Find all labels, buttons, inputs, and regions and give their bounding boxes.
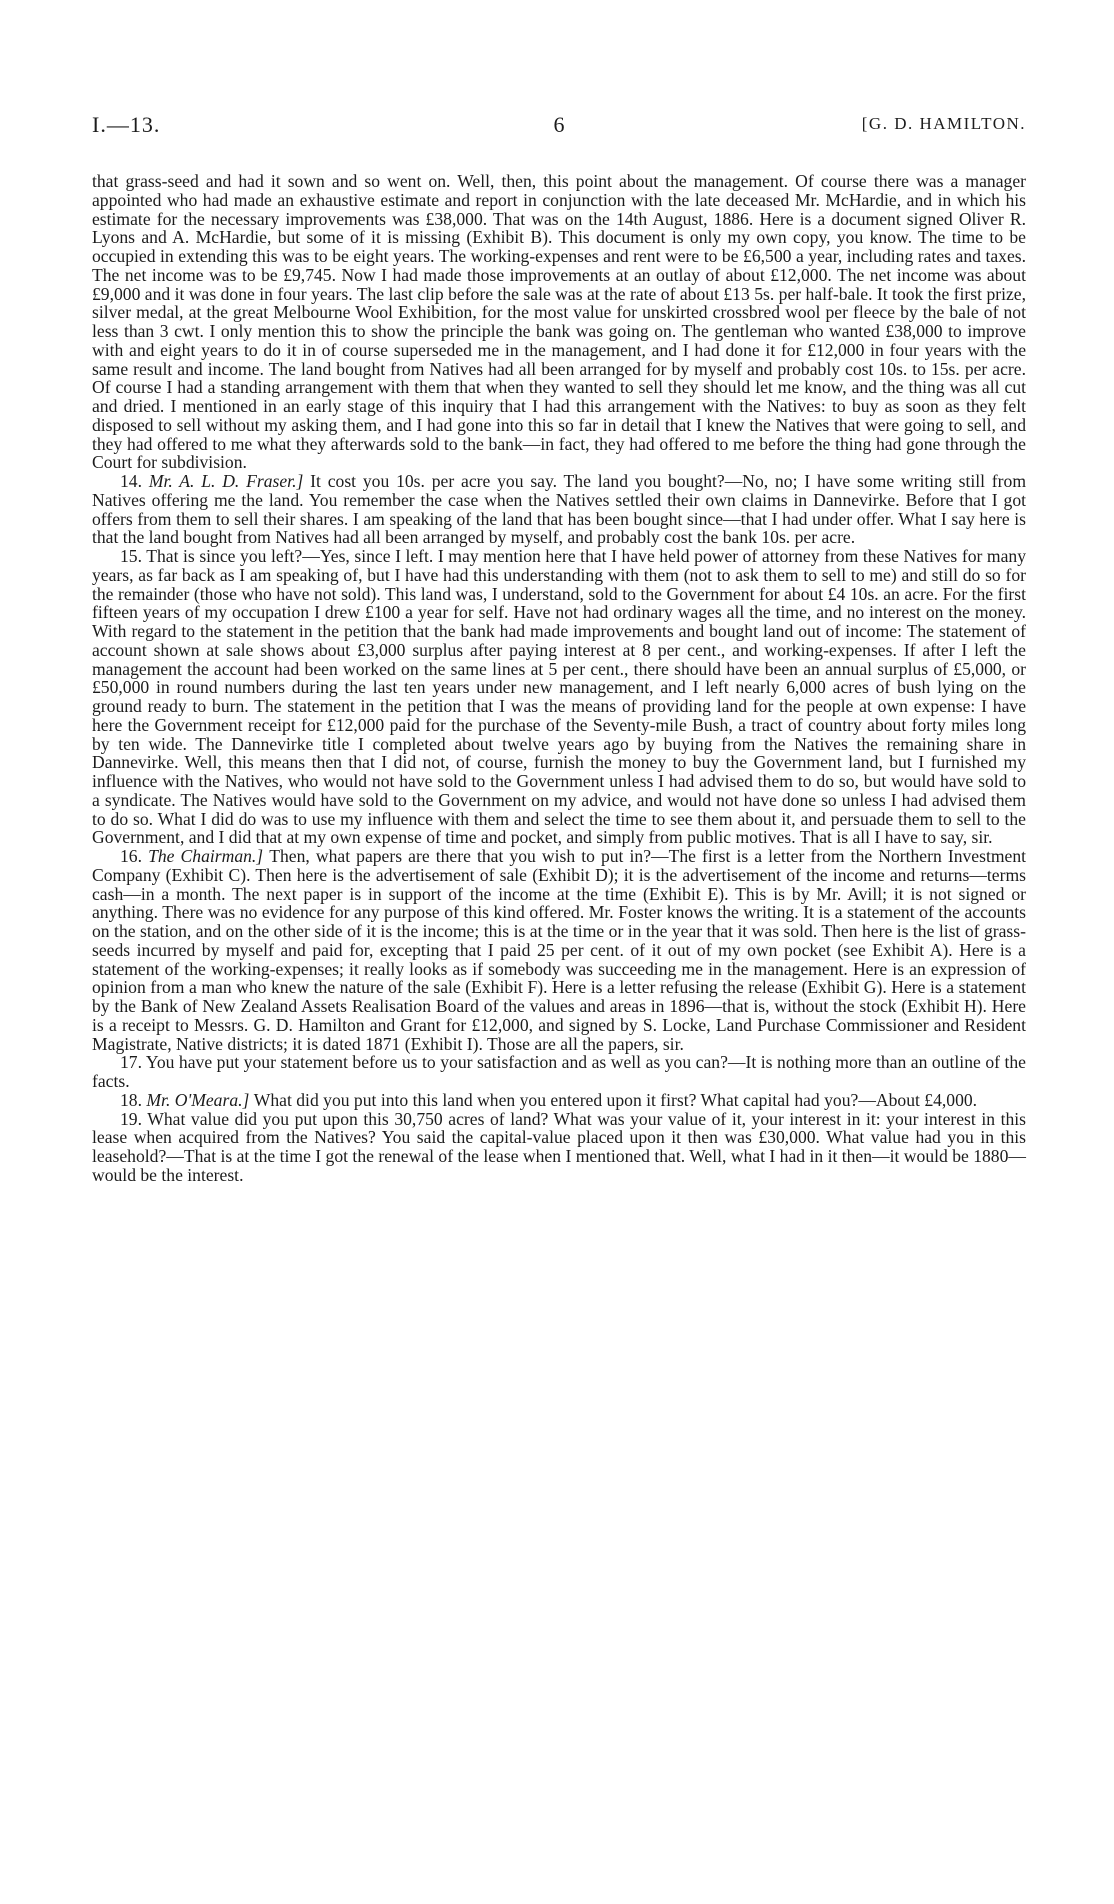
page-number: 6 xyxy=(553,112,565,137)
paragraph-question-17 xyxy=(92,1053,1026,1091)
question-number: 16. xyxy=(120,846,149,866)
paragraph-question-19 xyxy=(92,1110,1026,1185)
document-body xyxy=(92,172,1026,1185)
paragraph-question-18 xyxy=(92,1091,1026,1110)
paragraph-text: that grass-seed and had it sown and so went on. Well, then, this point about the management. Of course there was a manager appointed who had made an exhaustive estimate and report in conjunction with the late deceased Mr. McHardie, and in which his estimate for the necessary improvements was £38,000. That was on the 14th August, 1886. Here is a document signed Oliver R. Lyons and A. McHardie, but some of it is missing (Exhibit B). This document is only my own copy, you know. The time to be occupied in extending this was to be eight years. The working-expenses and rent were to be £6,500 a year, including rates and taxes. The net income was to be £9,745. Now I had made those improvements at an outlay of about £12,000. The net income was about £9,000 and it was done in four years. The last clip before the sale was at the rate of about £13 5s. per half-bale. It took the first prize, silver medal, at the great Melbourne Wool Exhibition, for the most value for unskirted crossbred wool per fleece by the bale of not less than 3 cwt. I only mention this to show the principle the bank was going on. The gentleman who wanted £38,000 to improve with and eight years to do it in of course superseded me in the management, and I had done it for £12,000 in four years with the same result and income. The land bought from Natives had all been arranged for by myself and probably cost 10s. to 15s. per acre. Of course I had a standing arrangement with them that when they wanted to sell they should let me know, and the thing was all cut and dried. I mentioned in an early stage of this inquiry that I had this arrangement with the Natives: to buy as soon as they felt disposed to sell without my asking them, and I had gone into this so far in detail that I knew the Natives that were going to sell, and they had offered to me what they afterwards sold to the bank—in fact, they had offered to me before the thing had gone through the Court for subdivision. xyxy=(92,171,1026,473)
paragraph-text: What did you put into this land when you entered upon it first? What capital had you?—About £4,000. xyxy=(253,1089,978,1110)
question-number: 19. xyxy=(120,1108,148,1129)
question-number: 14. xyxy=(120,471,149,491)
speaker-label: Mr. A. L. D. Fraser.] xyxy=(148,471,311,491)
speaker-label: The Chairman.] xyxy=(148,846,270,866)
paragraph-continuation xyxy=(92,172,1026,472)
page-header xyxy=(92,112,1026,152)
paragraph-question-14 xyxy=(92,472,1026,547)
witness-name: [G. D. HAMILTON. xyxy=(861,114,1026,133)
paragraph-text: What value did you put upon this 30,750 acres of land? What was your value of it, your interest in it: your interest in this lease when acquired from the Natives? You said the capital-value placed upon it then was £30,000. What value had you in this leasehold?—That is at the time I got the renewal of the lease when I mentioned that. Well, what I had in it then—it would be 1880—would be the interest. xyxy=(92,1108,1027,1185)
question-number: 18. xyxy=(120,1089,147,1110)
question-number: 15. xyxy=(120,546,147,566)
paragraph-text: You have put your statement before us to your satisfaction and as well as you can?—It is nothing more than an outline of the facts. xyxy=(92,1052,1026,1091)
paragraph-question-16 xyxy=(92,847,1026,1053)
paragraph-text: That is since you left?—Yes, since I left. I may mention here that I have held power of attorney from these Natives for many years, as far back as I am speaking of, but I have had this understanding with them (not to ask them to sell to me) and still do so for the remainder (those who have not sold). This land was, I understand, sold to the Government for about £4 10s. an acre. For the first fifteen years of my occupation I drew £100 a year for self. Have not had ordinary wages all the time, and no interest on the money. With regard to the statement in the petition that the bank had made improvements and bought land out of income: The statement of account shown at sale shows about £3,000 surplus after paying interest at 8 per cent., and working-expenses. If after I left the management the account had been worked on the same lines at 5 per cent., there should have been an annual surplus of £5,000, or £50,000 in round numbers during the last ten years under new management, and I left nearly 6,000 acres of bush lying on the ground ready to burn. The statement in the petition that I was the means of providing land for the people at own expense: I have here the Government receipt for £12,000 paid for the purchase of the Seventy-mile Bush, a tract of country about forty miles long by ten wide. The Dannevirke title I completed about twelve years ago by buying from the Natives the remaining share in Dannevirke. Well, this means then that I did not, of course, furnish the money to buy the Government land, but I furnished my influence with the Natives, who would not have sold to the Government unless I had advised them to do so, but would have sold to a syndicate. The Natives would have sold to the Government on my advice, and would not have done so unless I had advised them to do so. What I did do was to use my influence with them and select the time to see them about it, and persuade them to sell to the Government, and I did that at my own expense of time and pocket, and simply from public motives. That is all I have to say, sir. xyxy=(92,546,1026,848)
paragraph-question-15 xyxy=(92,547,1026,847)
speaker-label: Mr. O'Meara.] xyxy=(146,1089,254,1110)
question-number: 17. xyxy=(120,1052,146,1073)
paper-reference: I.—13. xyxy=(92,112,161,137)
paragraph-text: It cost you 10s. per acre you say. The land you bought?—No, no; I have some writing still from Natives offering me the land. You remember the case when the Natives settled their own claims in Dannevirke. Before that I got offers from them to sell their shares. I am speaking of the land that has been bought since—that I had under offer. What I say here is that the land bought from Natives had all been arranged by myself, and probably cost the bank 10s. per acre. xyxy=(92,471,1027,548)
paragraph-text: Then, what papers are there that you wish to put in?—The first is a letter from the Northern Investment Company (Exhibit C). Then here is the advertisement of sale (Exhibit D); it is the advertisement of the income and returns—terms cash—in a month. The next paper is in support of the income at the time (Exhibit E). This is by Mr. Avill; it is not signed or anything. There was no evidence for any purpose of this kind offered. Mr. Foster knows the writing. It is a statement of the accounts on the station, and on the other side of it is the income; this is at the time or in the year that it was sold. Then here is the list of grass-seeds incurred by myself and paid for, excepting that I paid 25 per cent. of it out of my own pocket (see Exhibit A). Here is a statement of the working-expenses; it really looks as if somebody was succeeding me in the management. Here is an expression of opinion from a man who knew the nature of the sale (Exhibit F). Here is a letter refusing the release (Exhibit G). Here is a statement by the Bank of New Zealand Assets Realisation Board of the values and areas in 1896—that is, without the stock (Exhibit H). Here is a receipt to Messrs. G. D. Hamilton and Grant for £12,000, and signed by S. Locke, Land Purchase Commissioner and Resident Magistrate, Native districts; it is dated 1871 (Exhibit I). Those are all the papers, sir. xyxy=(92,846,1027,1054)
